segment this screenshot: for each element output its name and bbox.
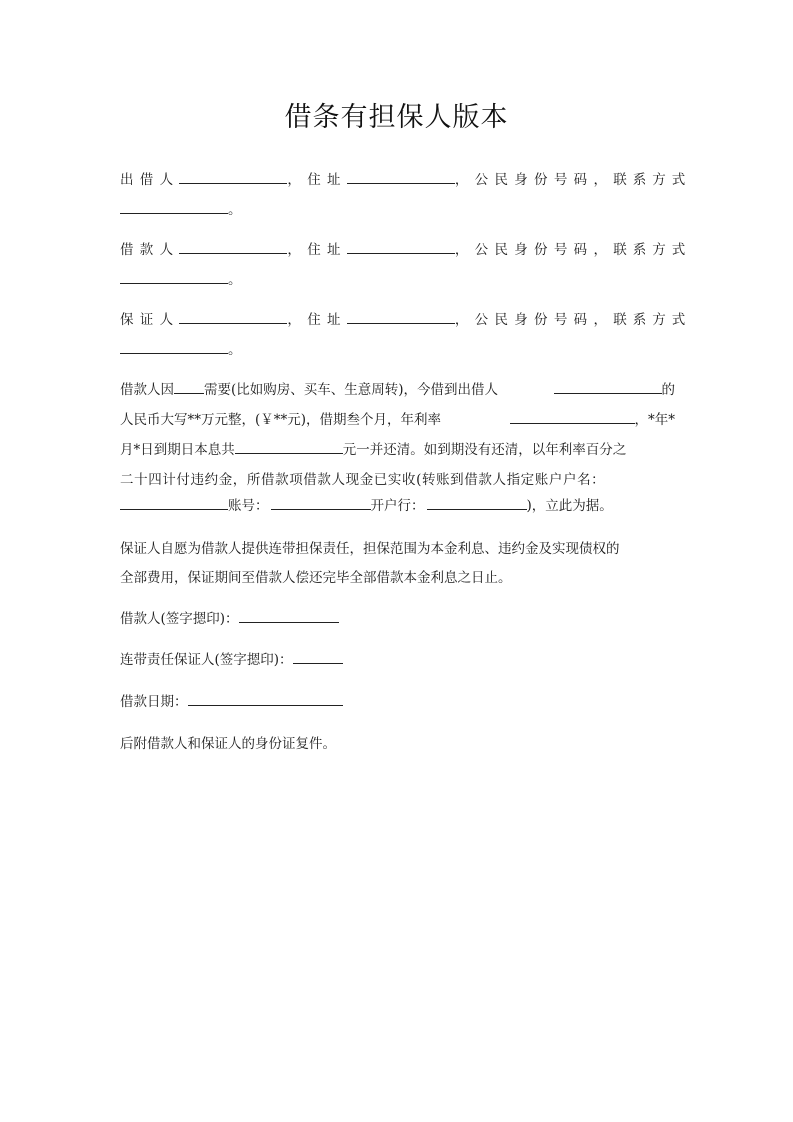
loan-line-1: 借款人因 需要(比如购房、买车、生意周转)，今借到出借人 的 (120, 378, 675, 398)
borrower-contact-line: 。 (120, 268, 675, 288)
borrower-signature-line: 借款人(签字摁印)： (120, 607, 675, 627)
guarantor-contact-blank[interactable] (120, 339, 228, 354)
guarantor-name-blank[interactable] (179, 309, 287, 324)
borrower-contact-blank[interactable] (120, 269, 228, 284)
total-amount-blank[interactable] (235, 439, 343, 454)
loan-line-4: 二十四计付违约金，所借款项借款人现金已实收(转账到借款人指定账户户名： (120, 472, 606, 488)
guarantor-label: 保证人 (120, 312, 180, 328)
borrower-signature-blank[interactable] (239, 608, 339, 623)
loan-line-5: 账号： 开户行： )，立此为据。 (120, 494, 675, 514)
loan-purpose-blank[interactable] (174, 379, 204, 394)
borrower-contact-label: 联系方式 (613, 242, 692, 258)
loan-date-blank[interactable] (188, 691, 343, 706)
guarantor-signature-blank[interactable] (293, 649, 343, 664)
borrower-label: 借款人 (120, 242, 180, 258)
borrower-address-blank[interactable] (347, 239, 455, 254)
interest-rate-blank[interactable] (510, 409, 635, 424)
guarantor-id-label: 公民身份号码 (474, 312, 594, 328)
guarantor-line: 保证人 ， 住址 ， 公民身份号码 ， 联系方式 (120, 308, 675, 328)
lender-label: 出借人 (120, 172, 180, 188)
guarantor-signature-line: 连带责任保证人(签字摁印)： (120, 648, 675, 668)
guarantor-contact-label: 联系方式 (613, 312, 692, 328)
lender-address-label: 住址 (307, 172, 347, 188)
lender-name-blank-2[interactable] (554, 379, 662, 394)
footer-note: 后附借款人和保证人的身份证复件。 (120, 736, 336, 752)
borrower-line: 借款人 ， 住址 ， 公民身份号码 ， 联系方式 (120, 238, 675, 258)
guarantee-line-1: 保证人自愿为借款人提供连带担保责任，担保范围为本金利息、违约金及实现债权的 (120, 541, 620, 557)
account-name-blank[interactable] (120, 495, 228, 510)
lender-id-label: 公民身份号码 (474, 172, 594, 188)
loan-line-2: 人民币大写**万元整，(￥**元)，借期叁个月，年利率 ，*年* (120, 408, 675, 428)
borrower-name-blank[interactable] (179, 239, 287, 254)
lender-line: 出借人 ， 住址 ， 公民身份号码 ， 联系方式 (120, 168, 675, 188)
guarantor-address-label: 住址 (307, 312, 347, 328)
loan-line-3: 月*日到期日本息共 元一并还清。如到期没有还清，以年利率百分之 (120, 438, 675, 458)
document-title: 借条有担保人版本 (284, 102, 509, 133)
borrower-address-label: 住址 (307, 242, 347, 258)
lender-contact-line: 。 (120, 198, 675, 218)
lender-address-blank[interactable] (347, 169, 455, 184)
account-number-blank[interactable] (271, 495, 371, 510)
lender-contact-label: 联系方式 (613, 172, 692, 188)
lender-name-blank[interactable] (179, 169, 287, 184)
lender-contact-blank[interactable] (120, 199, 228, 214)
loan-date-line: 借款日期： (120, 690, 675, 710)
guarantor-contact-line: 。 (120, 338, 675, 358)
borrower-id-label: 公民身份号码 (474, 242, 594, 258)
guarantor-address-blank[interactable] (347, 309, 455, 324)
bank-blank[interactable] (427, 495, 527, 510)
guarantee-line-2: 全部费用，保证期间至借款人偿还完毕全部借款本金利息之日止。 (120, 570, 512, 586)
